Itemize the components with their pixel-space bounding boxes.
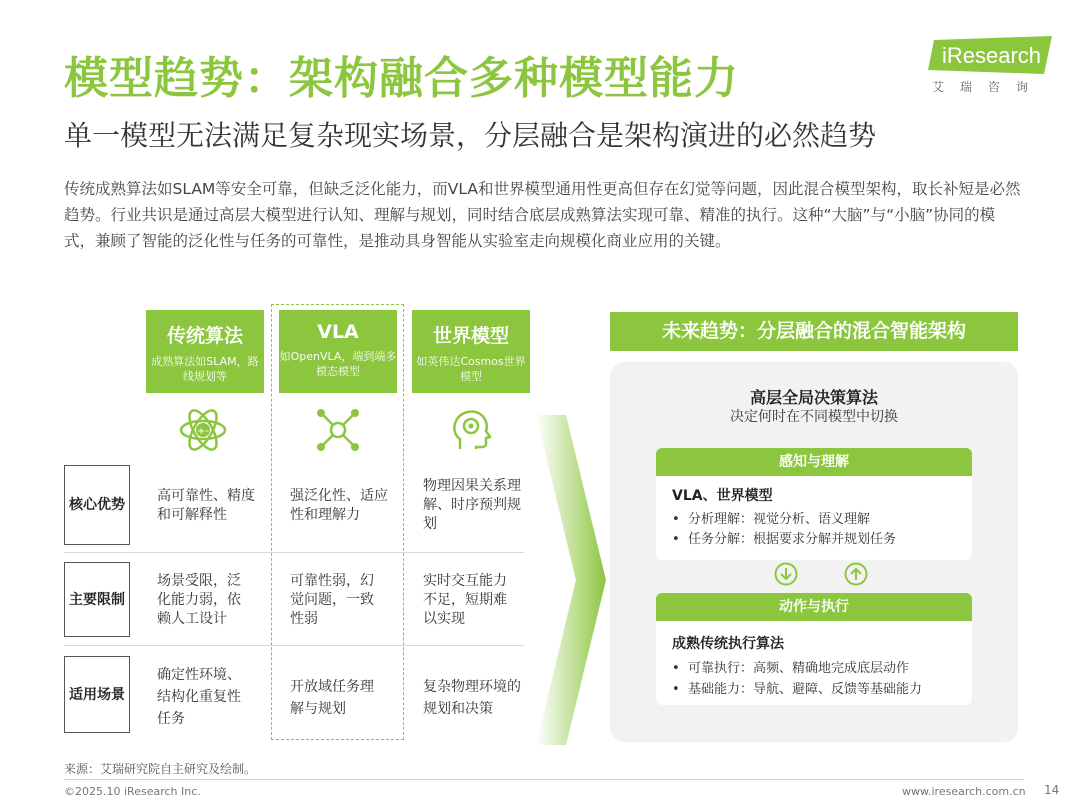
action-title: 成熟传统执行算法 <box>672 636 784 652</box>
column-title: 世界模型 <box>432 325 509 347</box>
row-label-advantages: 核心优势 <box>64 465 130 545</box>
page-subtitle: 单一模型无法满足复杂现实场景，分层融合是架构演进的必然趋势 <box>64 119 877 152</box>
future-trend-header: 未来趋势：分层融合的混合智能架构 <box>610 312 1018 351</box>
svg-text:iResearch: iResearch <box>942 43 1042 68</box>
global-decision-title: 高层全局决策算法 <box>749 388 878 407</box>
table-cell: 强泛化性、适应性和理解力 <box>290 488 388 523</box>
svg-text:+-: +- <box>197 426 209 437</box>
table-cell: 场景受限，泛化能力弱，依赖人工设计 <box>157 573 241 627</box>
column-desc: 成熟算法如SLAM，路线规划等 <box>151 355 259 383</box>
action-bullet: • 可靠执行：高频、精确地完成底层动作 <box>672 661 909 676</box>
table-cell: 实时交互能力不足，短期难以实现 <box>423 573 507 627</box>
website-url: www.iresearch.com.cn <box>902 785 1026 798</box>
column-header-world-model <box>412 310 530 393</box>
page-number: 14 <box>1044 783 1060 797</box>
table-cell: 可靠性弱，幻觉问题，一致性弱 <box>290 573 374 627</box>
column-desc: 如OpenVLA，端到端多模态模型 <box>279 350 397 378</box>
footer-divider <box>64 779 1024 780</box>
perception-bullet: • 任务分解：根据要求分解并规划任务 <box>672 532 896 547</box>
perception-bullet: • 分析理解：视觉分析、语义理解 <box>672 512 870 527</box>
table-cell: 高可靠性、精度和可解释性 <box>157 488 255 523</box>
row-label-limitations: 主要限制 <box>64 562 130 637</box>
row-divider <box>64 552 524 553</box>
column-desc: 如英伟达Cosmos世界模型 <box>416 355 526 383</box>
table-cell: 开放域任务理解与规划 <box>290 679 374 717</box>
column-title: VLA <box>317 321 359 343</box>
column-title: 传统算法 <box>166 325 243 347</box>
network-icon <box>313 405 363 455</box>
page-title: 模型趋势：架构融合多种模型能力 <box>64 53 739 104</box>
copyright: ©2025.10 iResearch Inc. <box>64 785 201 798</box>
column-header-vla <box>279 310 397 393</box>
intro-paragraph: 传统成熟算法如SLAM等安全可靠，但缺乏泛化能力，而VLA和世界模型通用性更高但存在幻觉等问题，因此混合模型架构，取长补短是必然趋势。行业共识是通过高层大模型进行认知、理解与规划，同时结合底层成熟算法实现可靠、精准的执行。这种“大脑”与“小脑”协同的模式，兼顾了智能的泛化性与任务的可靠性，是推动具身智能从实验室走向规模化商业应用的关键。 <box>64 180 1021 250</box>
row-label-scenarios: 适用场景 <box>64 656 130 733</box>
iresearch-logo <box>928 36 1052 74</box>
perception-title: VLA、世界模型 <box>672 488 773 504</box>
global-decision-subtitle: 决定何时在不同模型中切换 <box>730 409 898 425</box>
atom-icon <box>178 405 228 455</box>
action-bullet: • 基础能力：导航、避障、反馈等基础能力 <box>672 682 922 697</box>
arrow-up-icon <box>844 562 868 586</box>
chevron-right-icon <box>536 415 606 745</box>
logo-subtitle: 艾瑞咨询 <box>932 80 1045 94</box>
row-divider <box>64 645 524 646</box>
action-bar: 动作与执行 <box>656 593 972 621</box>
column-header-traditional <box>146 310 264 393</box>
arrow-down-icon <box>774 562 798 586</box>
perception-bar: 感知与理解 <box>656 448 972 476</box>
table-cell: 确定性环境、结构化重复性任务 <box>157 667 241 727</box>
head-brain-icon <box>446 405 496 455</box>
source-note: 来源：艾瑞研究院自主研究及绘制。 <box>64 762 257 776</box>
table-cell: 复杂物理环境的规划和决策 <box>423 679 521 717</box>
table-cell: 物理因果关系理解、时序预判规划 <box>423 478 521 532</box>
